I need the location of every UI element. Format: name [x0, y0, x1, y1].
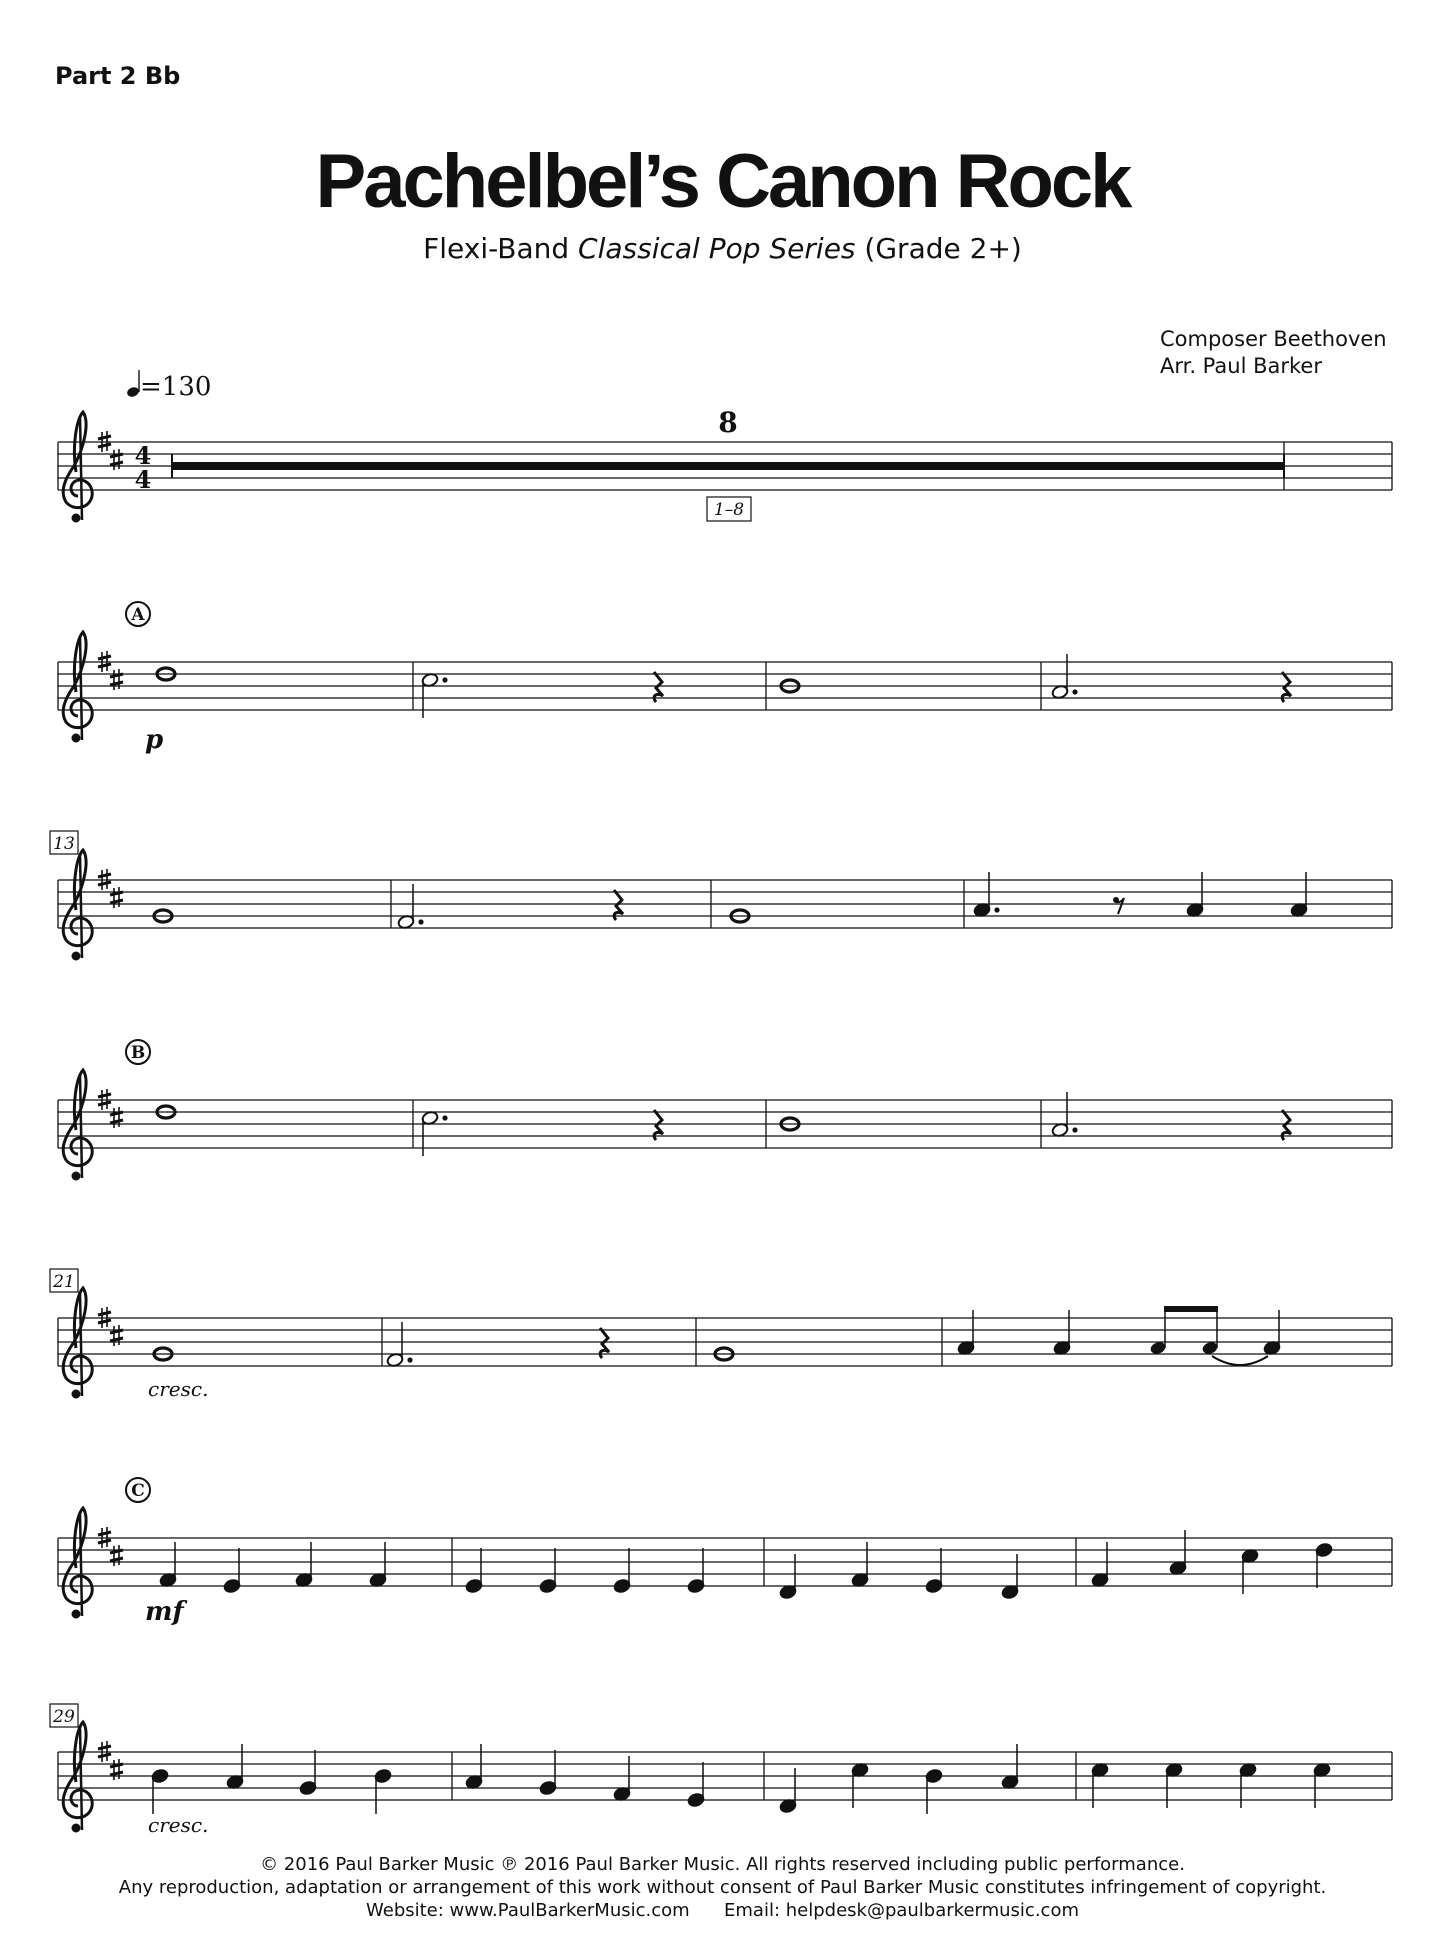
- measure-number: 13: [53, 834, 75, 854]
- measure-number: 29: [53, 1707, 75, 1727]
- treble-clef: [63, 412, 92, 523]
- rehearsal-mark-A: A: [131, 605, 145, 625]
- part-label: Part 2 Bb: [55, 62, 181, 90]
- dot: [418, 919, 423, 924]
- treble-clef: [63, 1508, 92, 1619]
- staff: [58, 1508, 1392, 1619]
- tie: [1212, 1356, 1268, 1365]
- dot: [1072, 689, 1077, 694]
- rehearsal-mark-B: B: [130, 1043, 146, 1063]
- composer-credit: Composer Beethoven: [1160, 327, 1387, 351]
- key-sharp-c: [110, 1107, 123, 1128]
- footer-copyright: © 2016 Paul Barker Music ℗ 2016 Paul Barker Music. All rights reserved including public performance.: [260, 1854, 1185, 1875]
- piece-title: Pachelbel’s Canon Rock: [315, 139, 1130, 224]
- treble-clef: [63, 632, 92, 743]
- measure-number: 21: [53, 1272, 75, 1292]
- dot: [994, 907, 999, 912]
- dot: [442, 677, 447, 682]
- dot: [1072, 1127, 1077, 1132]
- key-sharp-c: [110, 1545, 123, 1566]
- beam: [1164, 1306, 1218, 1312]
- tempo-marking: =130: [140, 372, 212, 402]
- staff: [58, 1070, 1392, 1181]
- treble-clef: [63, 850, 92, 961]
- rehearsal-mark-C: C: [131, 1481, 145, 1501]
- treble-clef: [63, 1070, 92, 1181]
- key-sharp-c: [110, 669, 123, 690]
- dynamic-p: p: [145, 725, 164, 755]
- arranger-credit: Arr. Paul Barker: [1160, 354, 1322, 378]
- time-sig-bottom: 4: [134, 465, 152, 494]
- key-sharp-c: [110, 1759, 123, 1780]
- cresc-marking: cresc.: [148, 1377, 209, 1401]
- subtitle-prefix: Flexi-Band: [423, 232, 579, 265]
- footer-contact: Website: www.PaulBarkerMusic.com Email: helpdesk@paulbarkermusic.com: [366, 1900, 1079, 1921]
- copyright-footer: [0, 1853, 1445, 1922]
- cresc-marking: cresc.: [148, 1813, 209, 1837]
- tempo-note: [126, 386, 140, 399]
- treble-clef: [63, 1722, 92, 1833]
- staff: [58, 632, 1392, 743]
- multirest-count: 8: [718, 406, 738, 439]
- dot: [442, 1115, 447, 1120]
- dot: [407, 1357, 412, 1362]
- dynamic-mf: mf: [145, 1597, 184, 1627]
- multirest-bar: [172, 462, 1284, 470]
- subtitle-series: Classical Pop Series: [578, 232, 856, 265]
- key-sharp-c: [110, 887, 123, 908]
- time-sig-top: 4: [134, 441, 152, 470]
- multirest-range: 1–8: [713, 500, 745, 520]
- key-sharp-c: [110, 449, 123, 470]
- key-sharp-c: [110, 1325, 123, 1346]
- eighth-rest: [1113, 897, 1124, 914]
- staff: [58, 1288, 1392, 1399]
- treble-clef: [63, 1288, 92, 1399]
- subtitle-grade: (Grade 2+): [855, 232, 1022, 265]
- footer-notice: Any reproduction, adaptation or arrangement of this work without consent of Paul Barker Music constitutes infringement of copyright.: [118, 1877, 1327, 1898]
- staff: [58, 1722, 1392, 1833]
